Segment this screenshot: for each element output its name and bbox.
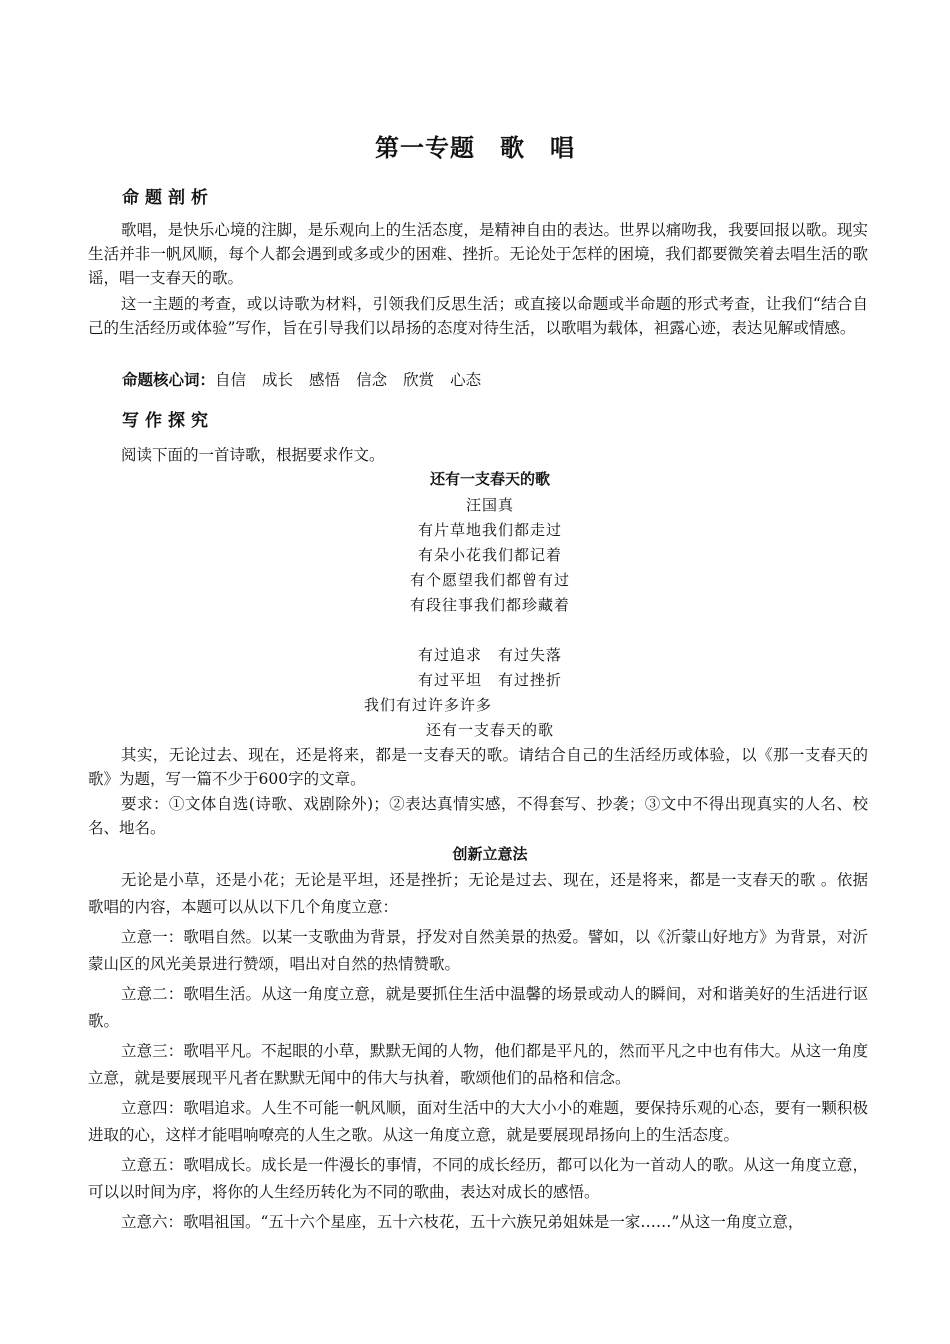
keyword: 信念: [356, 371, 388, 389]
idea-paragraph: 立意四：歌唱追求。人生不可能一帆风顺，面对生活中的大大小小的难题，要保持乐观的心态，要有一颗积极进取的心，这样才能唱响嘹亮的人生之歌。从这一角度立意，就是要展现昂扬向上的生活态度。: [88, 1099, 868, 1144]
analysis-paragraph-2: 这一主题的考查，或以诗歌为材料，引领我们反思生活；或直接以命题或半命题的形式考查，让我们“结合自己的生活经历或体验”写作，旨在引导我们以昂扬的态度对待生活，以歌唱为载体，袒露心迹，表达见解或情感。: [88, 295, 868, 337]
poem-line: 有朵小花我们都记着: [417, 546, 562, 564]
poem-line: 有段往事我们都珍藏着: [409, 596, 570, 614]
method-intro: 无论是小草，还是小花；无论是平坦，还是挫折；无论是过去、现在，还是将来，都是一支春天的歌 。依据歌唱的内容，本题可以从以下几个角度立意：: [88, 871, 868, 916]
keyword: 自信: [215, 371, 247, 389]
writing-requirements: 要求：①文体自选(诗歌、戏剧除外)；②表达真情实感，不得套写、抄袭；③文中不得出现真实的人名、校名、地名。: [88, 795, 868, 837]
keywords-label: 命题核心词：: [122, 371, 216, 389]
method-title: 创新立意法: [452, 845, 528, 863]
idea-paragraph: 立意五：歌唱成长。成长是一件漫长的事情，不同的成长经历，都可以化为一首动人的歌。从这一角度立意，可以以时间为序，将你的人生经历转化为不同的歌曲，表达对成长的感悟。: [88, 1156, 868, 1201]
section-heading-writing: 写作探究: [122, 411, 214, 431]
keywords-line: [122, 368, 497, 390]
keyword: 感悟: [309, 371, 341, 389]
reading-intro: 阅读下面的一首诗歌，根据要求作文。: [121, 446, 385, 464]
poem-line: 有过追求 有过失落: [417, 646, 562, 664]
poem-line: 有片草地我们都走过: [417, 521, 562, 539]
poem-line: 我们有过许多许多: [364, 696, 493, 714]
writing-prompt: 其实，无论过去、现在，还是将来，都是一支春天的歌。请结合自己的生活经历或体验，以《那一支春天的歌》为题，写一篇不少于600字的文章。: [88, 746, 868, 788]
poem-line: 有个愿望我们都曾有过: [409, 571, 570, 589]
idea-paragraph: 立意六：歌唱祖国。“五十六个星座，五十六枝花，五十六族兄弟姐妹是一家……”从这一角度立意，: [121, 1213, 804, 1231]
page-title: 第一专题 歌 唱: [375, 134, 575, 162]
keyword: 成长: [262, 371, 294, 389]
keyword: 心态: [450, 371, 482, 389]
keyword: 欣赏: [403, 371, 435, 389]
idea-paragraph: 立意一：歌唱自然。以某一支歌曲为背景，抒发对自然美景的热爱。譬如，以《沂蒙山好地方》为背景，对沂蒙山区的风光美景进行赞颂，唱出对自然的热情赞歌。: [88, 928, 868, 973]
poem-author: 汪国真: [465, 496, 514, 514]
poem-line: 有过平坦 有过挫折: [417, 671, 562, 689]
idea-paragraph: 立意二：歌唱生活。从这一角度立意，就是要抓住生活中温馨的场景或动人的瞬间，对和谐美好的生活进行讴歌。: [88, 985, 868, 1030]
analysis-paragraph-1: 歌唱，是快乐心境的注脚，是乐观向上的生活态度，是精神自由的表达。世界以痛吻我，我要回报以歌。现实生活并非一帆风顺，每个人都会遇到或多或少的困难、挫折。无论处于怎样的困境，我们都要微笑着去唱生活的歌谣，唱一支春天的歌。: [88, 221, 868, 287]
idea-paragraph: 立意三：歌唱平凡。不起眼的小草，默默无闻的人物，他们都是平凡的，然而平凡之中也有伟大。从这一角度立意，就是要展现平凡者在默默无闻中的伟大与执着，歌颂他们的品格和信念。: [88, 1042, 868, 1087]
poem-title: 还有一支春天的歌: [429, 470, 550, 488]
poem-line: 还有一支春天的歌: [425, 721, 554, 739]
section-heading-analysis: 命题剖析: [122, 188, 214, 208]
